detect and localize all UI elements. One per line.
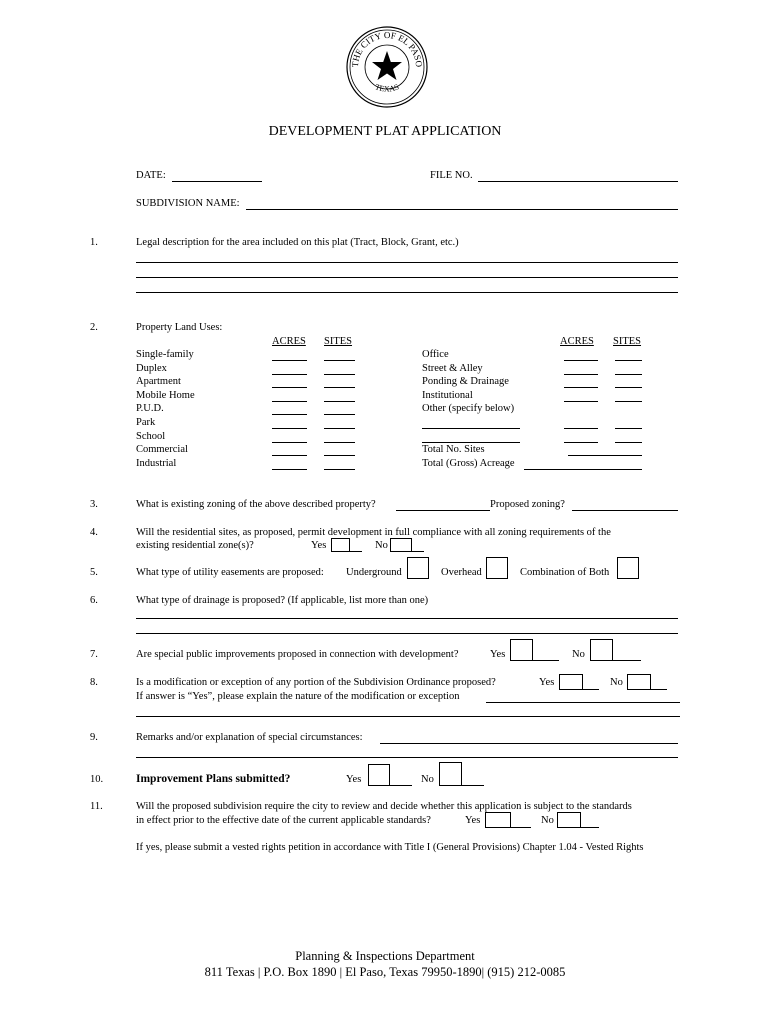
q2-text: Property Land Uses: bbox=[136, 322, 223, 333]
q8-line2: If answer is “Yes”, please explain the nature of the modification or exception bbox=[136, 691, 460, 702]
land-use-label: Industrial bbox=[136, 457, 177, 469]
date-label: DATE: bbox=[136, 170, 166, 181]
land-use-label: Street & Alley bbox=[422, 362, 483, 374]
land-use-acres-field[interactable] bbox=[564, 374, 598, 375]
other-use-field[interactable] bbox=[422, 442, 520, 443]
q10-number: 10. bbox=[90, 774, 104, 785]
land-use-label: Single-family bbox=[136, 349, 194, 360]
seal-top-text: THE CITY OF EL PASO bbox=[349, 29, 425, 68]
land-use-label: Ponding & Drainage bbox=[422, 376, 509, 388]
q8-no-checkbox[interactable] bbox=[627, 674, 651, 690]
q7-number: 7. bbox=[90, 649, 98, 660]
land-use-acres-field[interactable] bbox=[272, 414, 307, 415]
subdivision-name-field[interactable] bbox=[246, 209, 678, 210]
land-use-label: Duplex bbox=[136, 362, 167, 374]
land-use-sites-field[interactable] bbox=[324, 387, 355, 388]
land-use-acres-field[interactable] bbox=[272, 442, 307, 443]
city-seal-icon bbox=[345, 25, 429, 109]
file-no-field[interactable] bbox=[478, 181, 678, 182]
total-acreage-field[interactable] bbox=[524, 469, 642, 470]
q7-yes-label: Yes bbox=[490, 649, 506, 660]
land-use-label: School bbox=[136, 430, 166, 442]
underground-checkbox[interactable] bbox=[407, 557, 429, 579]
file-no-label: FILE NO. bbox=[430, 170, 473, 181]
q7-text: Are special public improvements proposed in connection with development? bbox=[136, 649, 459, 660]
land-use-sites-field[interactable] bbox=[324, 428, 355, 429]
land-use-sites-field[interactable] bbox=[615, 387, 642, 388]
land-use-label: Institutional bbox=[422, 389, 473, 401]
overhead-checkbox[interactable] bbox=[486, 557, 508, 579]
q7-no-checkbox[interactable] bbox=[590, 639, 613, 661]
land-use-label: Total (Gross) Acreage bbox=[422, 457, 515, 469]
q7-yes-checkbox[interactable] bbox=[510, 639, 533, 661]
land-use-label: Office bbox=[422, 349, 449, 360]
q4-yes-checkbox[interactable] bbox=[331, 538, 350, 552]
land-use-sites-field[interactable] bbox=[324, 442, 355, 443]
q5-number: 5. bbox=[90, 567, 98, 578]
q3-text: What is existing zoning of the above described property? bbox=[136, 499, 376, 510]
page-title: DEVELOPMENT PLAT APPLICATION bbox=[268, 124, 502, 139]
q11-note: If yes, please submit a vested rights petition in accordance with Title I (General Provisions) Chapter 1.04 - Vested Rights bbox=[136, 842, 644, 853]
date-field[interactable] bbox=[172, 181, 262, 182]
q8-line1: Is a modification or exception of any portion of the Subdivision Ordinance proposed? bbox=[136, 677, 496, 688]
q1-line-3[interactable] bbox=[136, 292, 678, 293]
q2-left-sites-header: SITES bbox=[324, 336, 353, 347]
q5-combination-label: Combination of Both bbox=[520, 567, 610, 578]
q10-no-checkbox[interactable] bbox=[439, 762, 462, 786]
q11-no-checkbox[interactable] bbox=[557, 812, 581, 828]
land-use-acres-field[interactable] bbox=[272, 360, 307, 361]
q8-yes-checkbox[interactable] bbox=[559, 674, 583, 690]
combination-checkbox[interactable] bbox=[617, 557, 639, 579]
q3-number: 3. bbox=[90, 499, 98, 510]
land-use-acres-field[interactable] bbox=[272, 401, 307, 402]
q11-line2: in effect prior to the effective date of the current applicable standards? bbox=[136, 815, 431, 826]
q4-line2: existing residential zone(s)? bbox=[136, 540, 254, 551]
q7-no-label: No bbox=[572, 649, 585, 660]
land-use-sites-field[interactable] bbox=[324, 455, 355, 456]
q2-left-acres-header: ACRES bbox=[272, 336, 306, 347]
land-use-acres-field[interactable] bbox=[564, 442, 598, 443]
land-use-sites-field[interactable] bbox=[615, 428, 642, 429]
land-use-acres-field[interactable] bbox=[272, 374, 307, 375]
q8-no-label: No bbox=[610, 677, 623, 688]
land-use-sites-field[interactable] bbox=[615, 360, 642, 361]
q8-yes-label: Yes bbox=[539, 677, 555, 688]
other-use-field[interactable] bbox=[422, 428, 520, 429]
q9-text: Remarks and/or explanation of special circumstances: bbox=[136, 732, 363, 743]
q5-underground-label: Underground bbox=[346, 567, 402, 578]
land-use-label: Other (specify below) bbox=[422, 403, 515, 415]
land-use-acres-field[interactable] bbox=[272, 455, 307, 456]
land-use-sites-field[interactable] bbox=[615, 374, 642, 375]
footer-address: 811 Texas | P.O. Box 1890 | El Paso, Texas 79950-1890| (915) 212-0085 bbox=[204, 965, 566, 979]
q5-overhead-label: Overhead bbox=[441, 567, 482, 578]
q11-line1: Will the proposed subdivision require the city to review and decide whether this application is subject to the standards bbox=[136, 801, 632, 812]
land-use-sites-field[interactable] bbox=[324, 401, 355, 402]
q1-number: 1. bbox=[90, 237, 98, 248]
land-use-acres-field[interactable] bbox=[272, 428, 307, 429]
land-use-acres-field[interactable] bbox=[272, 469, 307, 470]
land-use-label: Commercial bbox=[136, 444, 188, 456]
land-use-sites-field[interactable] bbox=[324, 414, 355, 415]
svg-text:TEXAS bbox=[374, 82, 401, 93]
existing-zoning-field[interactable] bbox=[396, 510, 490, 511]
q1-line-1[interactable] bbox=[136, 262, 678, 263]
land-use-label: Mobile Home bbox=[136, 389, 195, 401]
q11-no-label: No bbox=[541, 815, 554, 826]
q1-text: Legal description for the area included on this plat (Tract, Block, Grant, etc.) bbox=[136, 237, 459, 248]
q6-number: 6. bbox=[90, 595, 98, 606]
q3-proposed-label: Proposed zoning? bbox=[490, 499, 565, 510]
land-use-acres-field[interactable] bbox=[564, 360, 598, 361]
q1-line-2[interactable] bbox=[136, 277, 678, 278]
land-use-sites-field[interactable] bbox=[615, 401, 642, 402]
land-use-acres-field[interactable] bbox=[564, 401, 598, 402]
seal-bottom-text: TEXAS bbox=[373, 82, 401, 94]
q2-right-acres-header: ACRES bbox=[560, 336, 594, 347]
q10-no-label: No bbox=[421, 774, 434, 785]
q4-no-checkbox[interactable] bbox=[390, 538, 412, 552]
q8-explain-line-2[interactable] bbox=[136, 716, 680, 717]
q4-yes-label: Yes bbox=[311, 540, 327, 551]
q8-explain-field[interactable] bbox=[486, 702, 680, 703]
q10-text: Improvement Plans submitted? bbox=[136, 773, 291, 785]
land-use-acres-field[interactable] bbox=[564, 387, 598, 388]
q11-yes-checkbox[interactable] bbox=[485, 812, 511, 828]
q8-number: 8. bbox=[90, 677, 98, 688]
q4-no-label: No bbox=[375, 540, 388, 551]
q2-right-sites-header: SITES bbox=[613, 336, 642, 347]
q9-number: 9. bbox=[90, 732, 98, 743]
q11-yes-label: Yes bbox=[465, 815, 481, 826]
q10-yes-checkbox[interactable] bbox=[368, 764, 390, 786]
land-use-acres-field[interactable] bbox=[564, 428, 598, 429]
footer-department: Planning & Inspections Department bbox=[295, 949, 475, 963]
land-use-label: Park bbox=[136, 417, 156, 428]
land-use-sites-field[interactable] bbox=[324, 374, 355, 375]
land-use-sites-field[interactable] bbox=[324, 469, 355, 470]
q4-number: 4. bbox=[90, 527, 98, 538]
land-use-label: P.U.D. bbox=[136, 403, 164, 415]
q6-line-1[interactable] bbox=[136, 618, 678, 619]
land-use-sites-field[interactable] bbox=[324, 360, 355, 361]
q4-line1: Will the residential sites, as proposed, permit development in full compliance with all zoning requirements of the bbox=[136, 527, 611, 538]
land-use-label: Total No. Sites bbox=[422, 444, 485, 456]
q2-number: 2. bbox=[90, 322, 98, 333]
land-use-sites-field[interactable] bbox=[615, 442, 642, 443]
land-use-label: Apartment bbox=[136, 376, 181, 388]
q9-line-2[interactable] bbox=[136, 757, 678, 758]
subdivision-name-label: SUBDIVISION NAME: bbox=[136, 198, 240, 209]
q5-text: What type of utility easements are proposed: bbox=[136, 567, 324, 578]
q9-field[interactable] bbox=[380, 743, 678, 744]
q10-yes-label: Yes bbox=[346, 774, 362, 785]
q6-line-2[interactable] bbox=[136, 633, 678, 634]
land-use-acres-field[interactable] bbox=[272, 387, 307, 388]
q6-text: What type of drainage is proposed? (If applicable, list more than one) bbox=[136, 595, 429, 606]
proposed-zoning-field[interactable] bbox=[572, 510, 678, 511]
q11-number: 11. bbox=[90, 801, 103, 812]
total-sites-field[interactable] bbox=[568, 455, 642, 456]
